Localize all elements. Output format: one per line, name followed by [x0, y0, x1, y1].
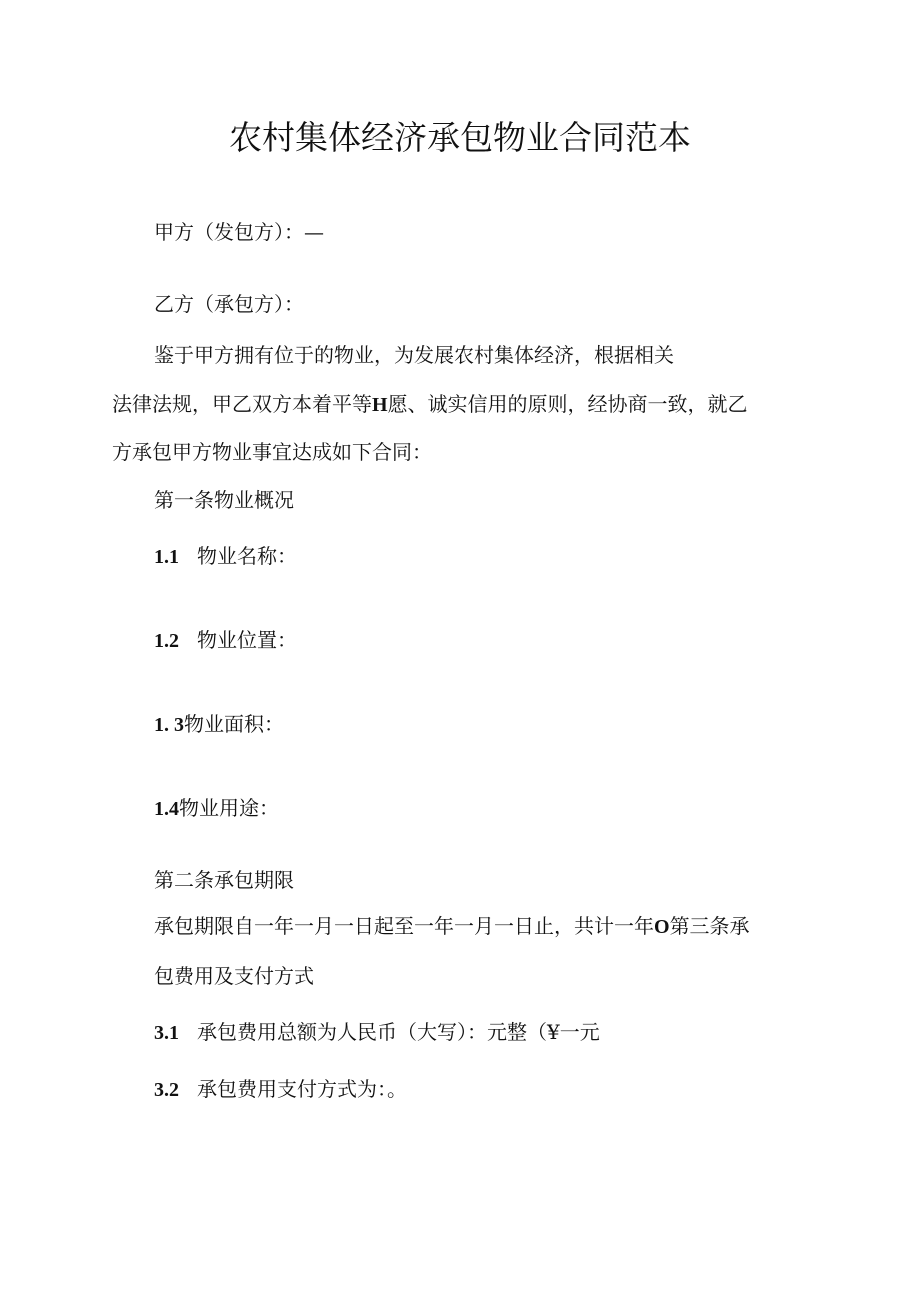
item-1-3-text: 物业面积： — [184, 712, 284, 736]
item-1-4-text: 物业用途： — [179, 796, 279, 820]
item-1-3 — [154, 710, 284, 739]
term-line-1-part-a: 承包期限自一年一月一日起至一年一月一日止，共计一年 — [154, 914, 654, 938]
term-line-2: 包费用及支付方式 — [154, 964, 314, 988]
item-3-2 — [154, 1075, 407, 1104]
term-line-1-part-b: O — [654, 916, 670, 938]
item-1-4-number: 1.4 — [154, 798, 179, 820]
party-a-line: 甲方（发包方）：— — [154, 220, 324, 244]
item-1-2-text: 物业位置： — [197, 628, 297, 652]
preamble-line-2-part-c: 愿、诚实信用的原则，经协商一致，就乙 — [387, 392, 748, 416]
item-1-2-number: 1.2 — [154, 630, 179, 652]
item-1-1-number: 1.1 — [154, 546, 179, 568]
article-1-heading: 第一条物业概况 — [154, 488, 294, 512]
item-3-2-text: 承包费用支付方式为：。 — [197, 1077, 407, 1101]
item-3-1 — [154, 1018, 600, 1047]
preamble-line-3: 方承包甲方物业事宜达成如下合同： — [112, 440, 432, 464]
item-1-4 — [154, 794, 279, 823]
term-line-1 — [154, 912, 750, 941]
item-1-3-number: 1. 3 — [154, 714, 184, 736]
item-3-1-text: 承包费用总额为人民币（大写）：元整（¥一元 — [197, 1020, 600, 1044]
party-b-line: 乙方（承包方）： — [154, 292, 304, 316]
document-title: 农村集体经济承包物业合同范本 — [229, 118, 691, 157]
preamble-line-2-part-a: 法律法规，甲乙双方本着平等 — [112, 392, 372, 416]
preamble-line-2 — [112, 390, 748, 419]
term-line-1-part-c: 第三条承 — [669, 914, 750, 938]
item-3-2-number: 3.2 — [154, 1079, 179, 1101]
item-1-1 — [154, 542, 297, 571]
article-2-heading: 第二条承包期限 — [154, 868, 294, 892]
item-1-2 — [154, 626, 297, 655]
preamble-line-1: 鉴于甲方拥有位于的物业，为发展农村集体经济，根据相关 — [154, 343, 674, 367]
preamble-line-2-part-b: H — [372, 394, 388, 416]
item-3-1-number: 3.1 — [154, 1022, 179, 1044]
item-1-1-text: 物业名称： — [197, 544, 297, 568]
